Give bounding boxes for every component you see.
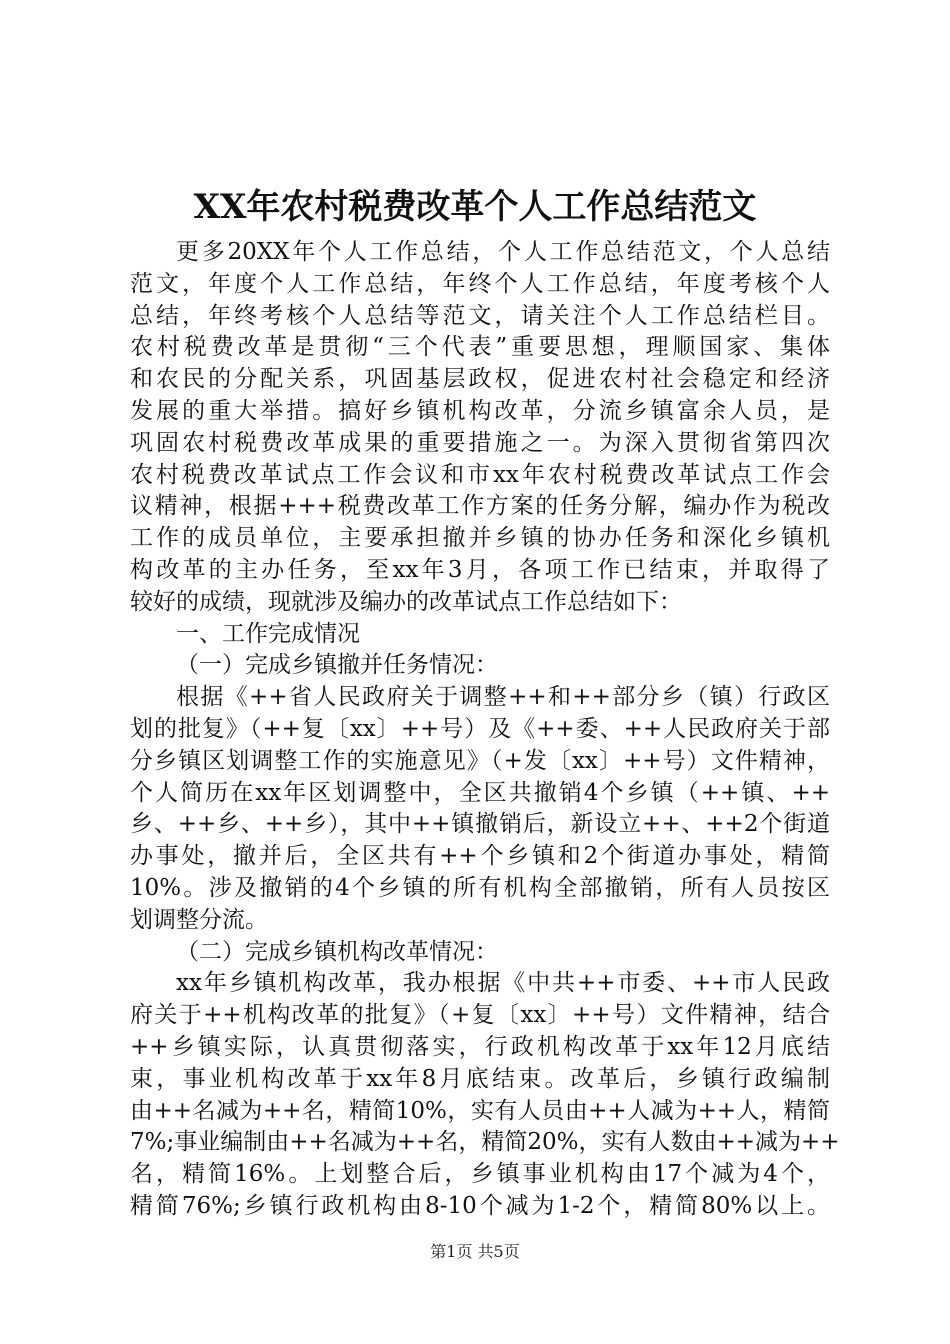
paragraph-line: 议精神，根据+++税费改革工作方案的任务分解，编办作为税改 (130, 493, 830, 520)
paragraph-line: 农村税费改革是贯彻“三个代表”重要思想，理顺国家、集体 (130, 334, 830, 361)
paragraph-line: 7%;事业编制由++名减为++名，精简20%，实有人数由++减为++ (130, 1129, 840, 1156)
paragraph-line: 和农民的分配关系，巩固基层政权，促进农村社会稳定和经济 (130, 366, 830, 393)
paragraph-line: 总结，年终考核个人总结等范文，请关注个人工作总结栏目。 (130, 302, 830, 329)
paragraph-line: 束，事业机构改革于xx年8月底结束。改革后，乡镇行政编制 (130, 1065, 830, 1092)
paragraph-line: ++乡镇实际，认真贯彻落实，行政机构改革于xx年12月底结 (130, 1033, 830, 1060)
subsection-heading: （二）完成乡镇机构改革情况： (176, 938, 498, 965)
document-title: XX年农村税费改革个人工作总结范文 (193, 187, 757, 227)
paragraph-line: 精简76%;乡镇行政机构由8-10个减为1-2个，精简80%以上。 (130, 1192, 830, 1219)
page-number: 第1页 共5页 (430, 1242, 520, 1261)
paragraph-line: 根据《++省人民政府关于调整++和++部分乡（镇）行政区 (176, 684, 830, 711)
paragraph-line: 范文，年度个人工作总结，年终个人工作总结，年度考核个人 (130, 270, 830, 297)
paragraph-line: 工作的成员单位，主要承担撤并乡镇的协办任务和深化乡镇机 (130, 525, 830, 552)
paragraph-line: 划调整分流。 (130, 906, 268, 933)
paragraph-line: 巩固农村税费改革成果的重要措施之一。为深入贯彻省第四次 (130, 429, 830, 456)
paragraph-line: 划的批复》（++复〔xx〕++号）及《++委、++人民政府关于部 (130, 715, 830, 742)
paragraph-line: 较好的成绩，现就涉及编办的改革试点工作总结如下： (130, 588, 682, 615)
paragraph-line: 更多20XX年个人工作总结，个人工作总结范文，个人总结 (176, 239, 830, 265)
paragraph-line: 发展的重大举措。搞好乡镇机构改革，分流乡镇富余人员，是 (130, 397, 830, 424)
paragraph-line: 分乡镇区划调整工作的实施意见》（+发〔xx〕++号）文件精神， (130, 747, 830, 774)
subsection-heading: （一）完成乡镇撤并任务情况： (176, 652, 498, 679)
paragraph-line: 府关于++机构改革的批复》（+复〔xx〕++号）文件精神，结合 (130, 1002, 830, 1029)
paragraph-line: xx年乡镇机构改革，我办根据《中共++市委、++市人民政 (176, 970, 830, 997)
paragraph-line: 农村税费改革试点工作会议和市xx年农村税费改革试点工作会 (130, 461, 830, 488)
paragraph-line: 10%。涉及撤销的4个乡镇的所有机构全部撤销，所有人员按区 (130, 874, 830, 901)
paragraph-line: 由++名减为++名，精简10%，实有人员由++人减为++人，精简 (130, 1097, 830, 1124)
paragraph-line: 乡、++乡、++乡），其中++镇撤销后，新设立++、++2个街道 (130, 811, 830, 838)
paragraph-line: 名，精简16%。上划整合后，乡镇事业机构由17个减为4个， (130, 1161, 830, 1188)
paragraph-line: 办事处，撤并后，全区共有++个乡镇和2个街道办事处，精简 (130, 843, 830, 870)
document-body (130, 237, 840, 1223)
paragraph-line: 个人简历在xx年区划调整中，全区共撤销4个乡镇（++镇、++ (130, 779, 830, 806)
section-heading: 一、工作完成情况 (176, 620, 360, 647)
paragraph-line: 构改革的主办任务，至xx年3月，各项工作已结束，并取得了 (130, 556, 830, 583)
